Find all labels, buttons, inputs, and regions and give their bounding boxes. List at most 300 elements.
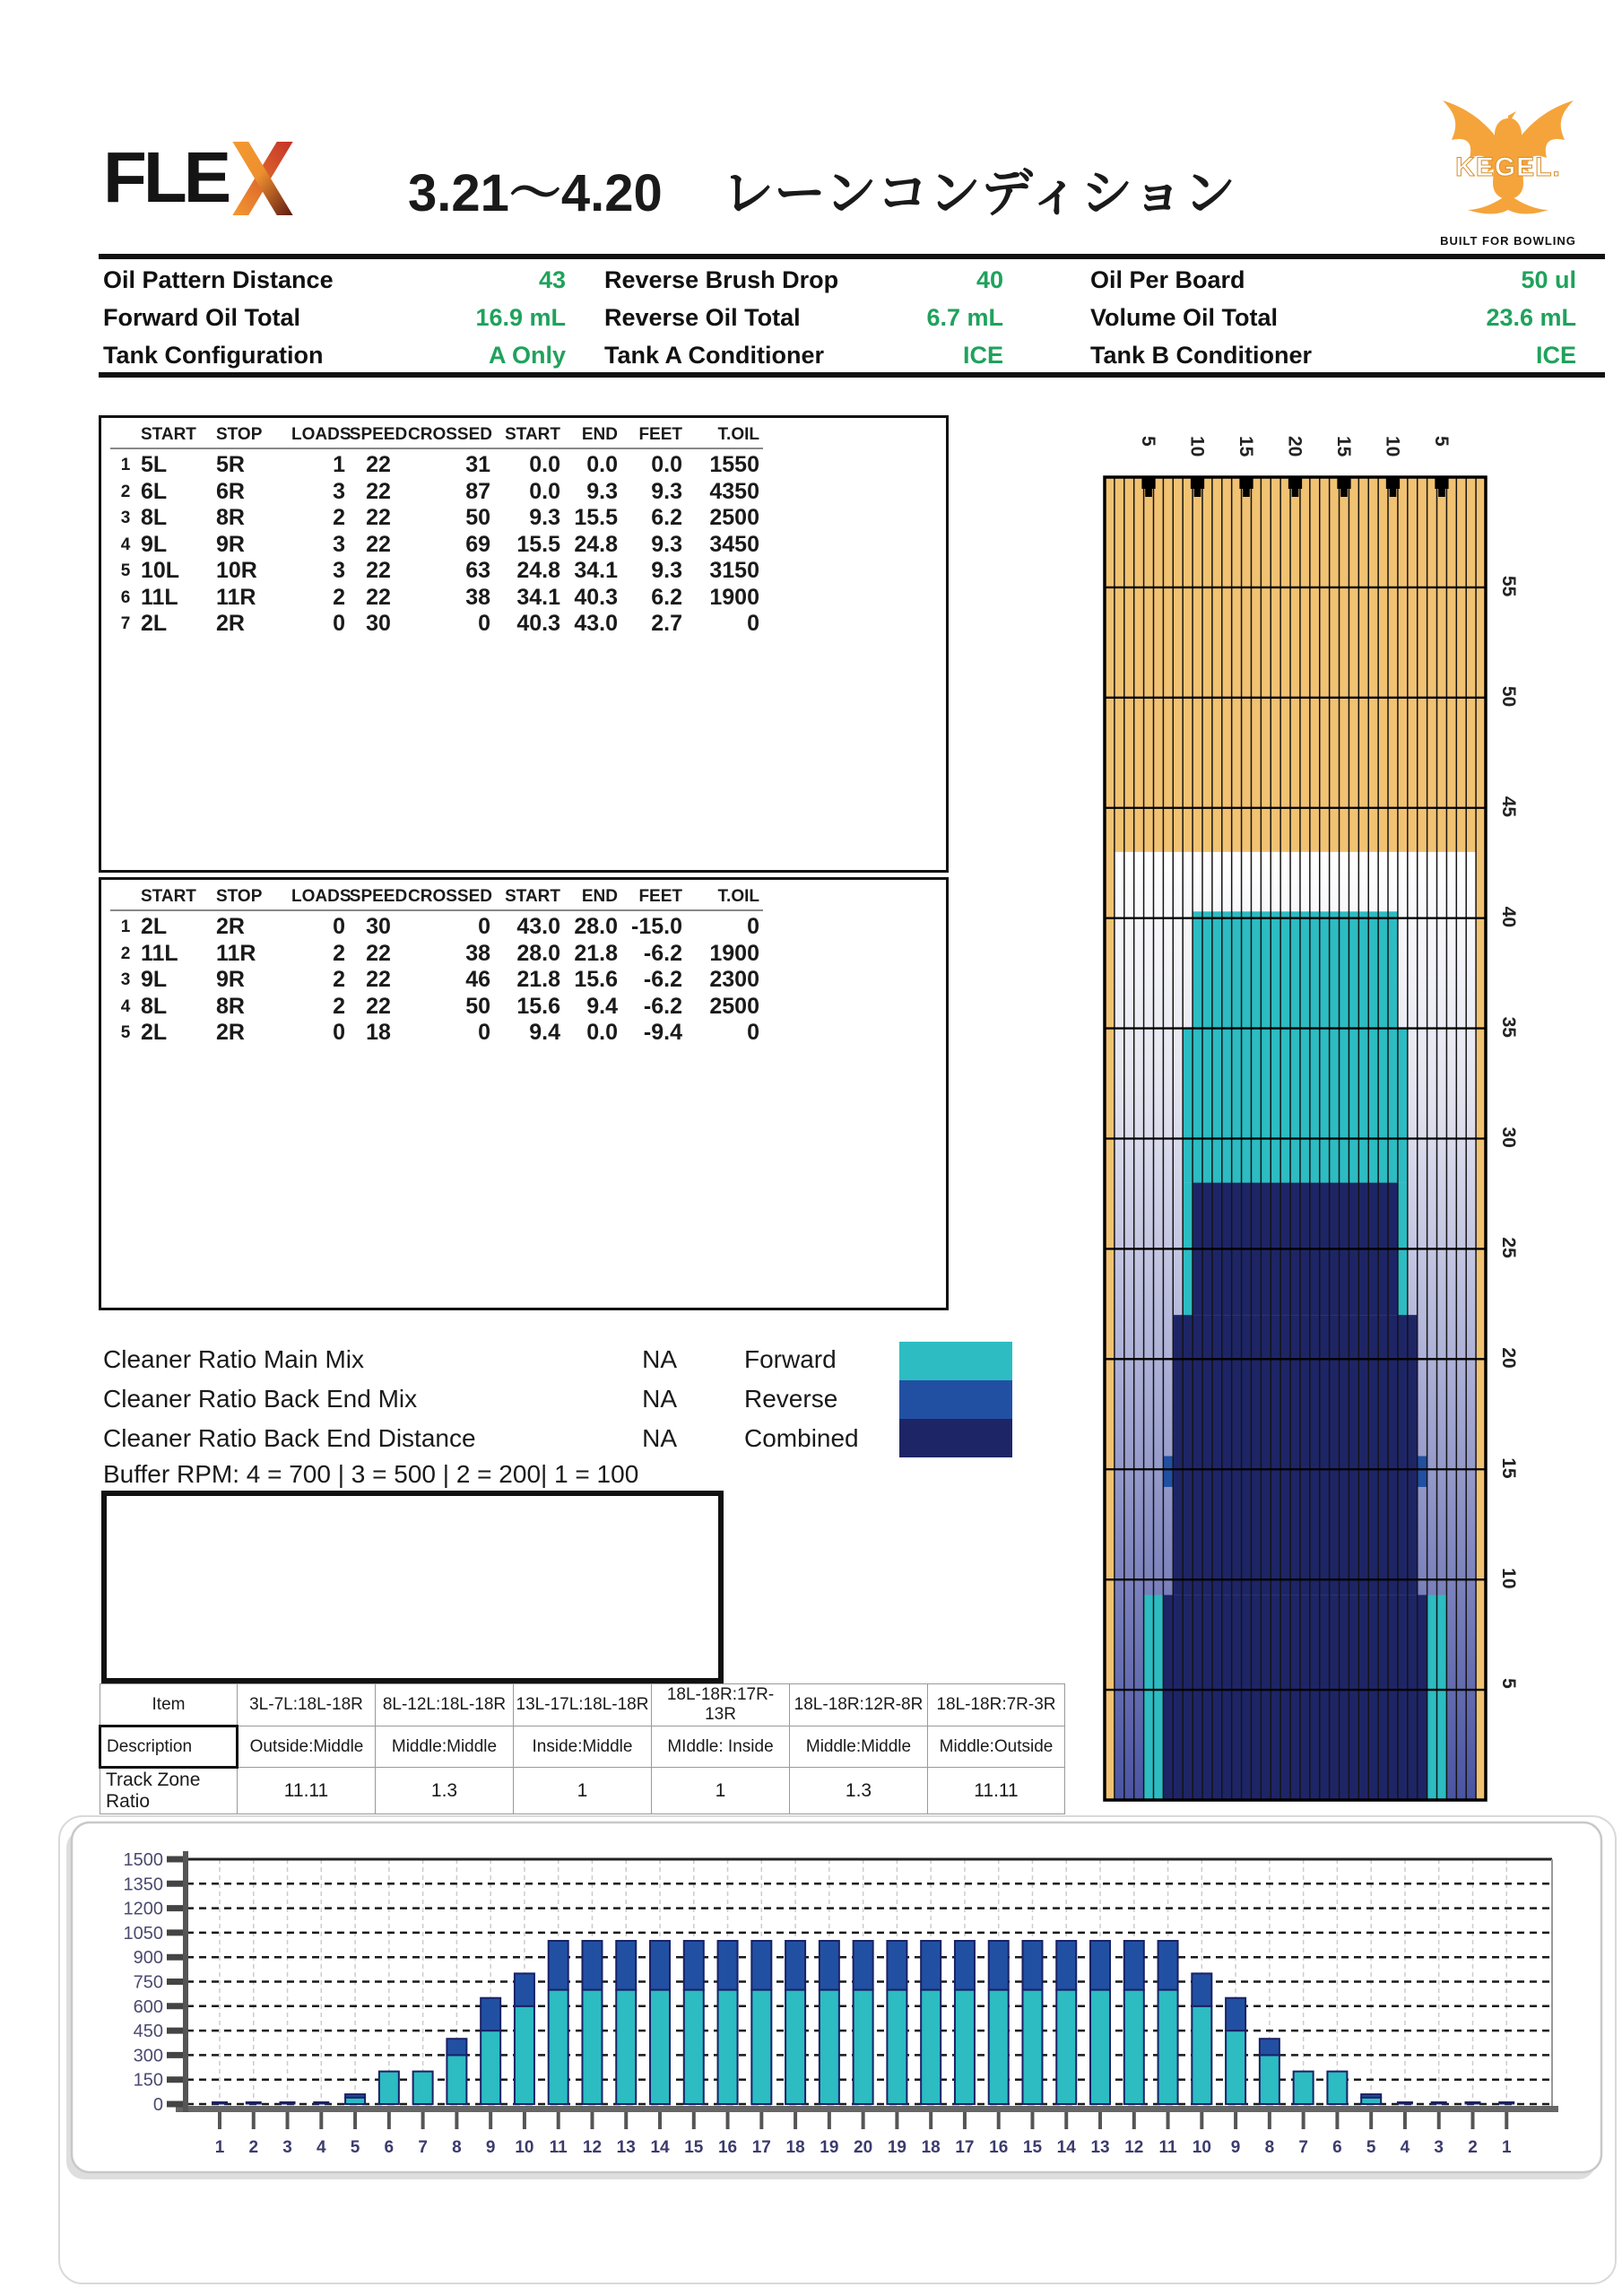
table-cell: 2500: [709, 505, 759, 530]
setting: [103, 266, 566, 294]
table-cell: 18L-18R:7R-3R: [928, 1684, 1065, 1726]
distance-label: 45: [1498, 796, 1519, 818]
table-cell: 18L-18R:12R-8R: [790, 1684, 928, 1726]
table-cell: 3: [120, 970, 131, 989]
table-cell: 1.3: [790, 1768, 928, 1814]
table-cell: 3150: [709, 558, 759, 583]
table-cell: Middle:Outside: [928, 1726, 1065, 1768]
table-cell: 2300: [709, 967, 759, 992]
board-number-label: 19: [887, 2138, 906, 2157]
table-cell: 2: [333, 505, 345, 530]
table-row: [110, 505, 763, 532]
setting-value: 40: [976, 265, 1003, 293]
table-row: [110, 941, 763, 968]
table-cell: 24.8: [516, 558, 560, 583]
board-number-label: 7: [418, 2138, 428, 2157]
table-cell: 0: [333, 914, 345, 939]
table-cell: 5L: [141, 452, 168, 477]
board-axis-label: 20: [1284, 436, 1305, 457]
table-cell: 2: [333, 584, 345, 610]
table-cell: 2R: [216, 914, 245, 939]
cleaner-value: NA: [642, 1424, 677, 1452]
track-zone-ratio-table: [99, 1683, 1065, 1814]
table-cell: 2500: [709, 993, 759, 1019]
table-cell: Track Zone Ratio: [100, 1768, 238, 1814]
table-cell: 5R: [216, 452, 245, 477]
table-cell: 50: [465, 505, 490, 530]
table-cell: 5: [120, 561, 131, 580]
settings-row: [99, 299, 1605, 336]
board-number-label: 10: [515, 2138, 534, 2157]
table-row: [110, 532, 763, 559]
table-cell: 7: [120, 614, 131, 633]
table-row: [110, 585, 763, 612]
table-cell: 10L: [141, 558, 180, 583]
table-cell: 9L: [141, 967, 168, 992]
board-number-label: 3: [282, 2138, 292, 2157]
table-cell: 0.0: [586, 1020, 618, 1045]
table-cell: 43.0: [516, 914, 560, 939]
setting-value: 50 ul: [1521, 265, 1576, 293]
table-cell: 0: [333, 611, 345, 636]
table-cell: 21.8: [516, 967, 560, 992]
board-number-label: 2: [248, 2138, 259, 2157]
settings-row: [99, 261, 1605, 299]
board-number-label: 8: [1264, 2138, 1275, 2157]
board-number-label: 18: [921, 2138, 941, 2157]
table-cell: 38: [465, 940, 490, 966]
table-cell: 9.3: [651, 558, 682, 583]
title-japanese: レーンコンディション: [722, 164, 1236, 222]
table-cell: 87: [465, 478, 490, 504]
cleaner-row: [103, 1340, 677, 1379]
legend-swatch-combined: [899, 1419, 1012, 1457]
y-axis-label: 0: [152, 2095, 163, 2115]
board-number-label: 9: [1230, 2138, 1241, 2157]
table-cell: 2: [333, 940, 345, 966]
board-number-label: 16: [717, 2138, 738, 2157]
buffer-rpm-note: Buffer RPM: 4 = 700 | 3 = 500 | 2 = 200| 1 = 100: [103, 1460, 639, 1488]
table-cell: 1: [120, 456, 131, 474]
distance-label: 50: [1498, 685, 1519, 708]
flex-logo-text: FLE: [103, 137, 229, 217]
y-axis-label: 1200: [123, 1899, 163, 1919]
table-row: [110, 1020, 763, 1047]
board-number-label: 5: [1366, 2138, 1376, 2157]
table-cell: 40.3: [516, 611, 560, 636]
table-cell: 11.11: [928, 1768, 1065, 1814]
table-cell: 2L: [141, 611, 168, 636]
table-cell: 0: [747, 914, 759, 939]
table-cell: 22: [366, 584, 391, 610]
table-cell: 10R: [216, 558, 257, 583]
col-header: START: [141, 425, 196, 444]
table-cell: -9.4: [643, 1020, 682, 1045]
table-cell: 4: [120, 535, 131, 554]
setting-value: ICE: [962, 341, 1003, 369]
table-cell: 1: [652, 1768, 790, 1814]
table-cell: 0: [478, 914, 490, 939]
setting-value: 16.9 mL: [475, 303, 566, 331]
y-axis-label: 750: [133, 1972, 163, 1993]
table-cell: 9L: [141, 531, 168, 557]
col-header: T.OIL: [717, 887, 759, 906]
table-cell: 2R: [216, 1020, 245, 1045]
table-row: [110, 994, 763, 1021]
distance-label: 40: [1498, 906, 1519, 928]
table-cell: 15.5: [516, 531, 560, 557]
table-cell: 22: [366, 478, 391, 504]
cleaner-value: NA: [642, 1345, 677, 1373]
col-header: [110, 887, 141, 907]
setting: [1090, 342, 1576, 370]
table-cell: 18L-18R:17R-13R: [652, 1684, 790, 1726]
board-number-label: 13: [1090, 2138, 1110, 2157]
board-number-label: 16: [989, 2138, 1009, 2157]
table-cell: 0.0: [651, 452, 682, 477]
table-cell: Item: [100, 1684, 238, 1726]
board-number-label: 14: [1056, 2138, 1076, 2157]
setting-value: 43: [538, 265, 566, 293]
table-cell: 0.0: [586, 452, 618, 477]
setting-value: 6.7 mL: [926, 303, 1003, 331]
table-cell: 3L-7L:18L-18R: [238, 1684, 376, 1726]
table-cell: 69: [465, 531, 490, 557]
col-header: STOP: [216, 425, 263, 444]
setting: [103, 342, 566, 370]
col-header: FEET: [638, 425, 682, 444]
table-cell: 11L: [141, 584, 178, 610]
board-number-label: 10: [1192, 2138, 1211, 2157]
table-row: [110, 611, 763, 638]
oil-volume-chart: [49, 1807, 1622, 2296]
table-cell: 38: [465, 584, 490, 610]
board-number-label: 17: [955, 2138, 975, 2157]
table-cell: 9.3: [529, 505, 560, 530]
table-cell: 3450: [709, 531, 759, 557]
table-cell: 0.0: [529, 478, 560, 504]
table-cell: 11.11: [238, 1768, 376, 1814]
setting: [1090, 304, 1576, 332]
table-cell: 8L-12L:18L-18R: [376, 1684, 514, 1726]
setting-value: 23.6 mL: [1486, 303, 1576, 331]
legend-swatch-forward: [899, 1342, 1012, 1380]
setting: [604, 266, 1003, 294]
board-number-label: 6: [384, 2138, 395, 2157]
board-axis-label: 10: [1186, 436, 1208, 457]
y-axis-label: 1500: [123, 1850, 163, 1870]
setting-label: Oil Pattern Distance: [103, 265, 334, 293]
board-number-label: 15: [684, 2138, 704, 2157]
setting-label: Tank Configuration: [103, 341, 324, 369]
table-cell: 1900: [709, 940, 759, 966]
table-cell: 22: [366, 558, 391, 583]
table-cell: 1550: [709, 452, 759, 477]
distance-label: 55: [1498, 575, 1519, 597]
table-cell: 11R: [216, 584, 256, 610]
setting: [604, 342, 1003, 370]
table-cell: Description: [100, 1726, 238, 1768]
table-cell: 0: [478, 1020, 490, 1045]
col-header: END: [581, 425, 618, 444]
setting-label: Forward Oil Total: [103, 303, 301, 331]
col-header: START: [505, 887, 560, 906]
table-cell: 34.1: [516, 584, 560, 610]
y-axis-label: 300: [133, 2046, 163, 2066]
board-axis-label: 15: [1332, 436, 1354, 457]
table-cell: 46: [465, 967, 490, 992]
board-number-label: 7: [1298, 2138, 1308, 2157]
table-row: [110, 452, 763, 479]
table-cell: 8R: [216, 993, 245, 1019]
board-number-label: 5: [350, 2138, 360, 2157]
board-axis-label: 10: [1382, 436, 1403, 457]
table-cell: 1: [514, 1768, 652, 1814]
legend-label-combined: Combined: [744, 1424, 859, 1452]
col-header: SPEED: [349, 887, 408, 906]
table-cell: 2R: [216, 611, 245, 636]
table-cell: -6.2: [643, 940, 682, 966]
board-number-label: 1: [1501, 2138, 1512, 2157]
distance-label: 15: [1498, 1457, 1519, 1479]
board-axis-label: 15: [1236, 436, 1257, 457]
table-cell: 3: [333, 531, 345, 557]
table-cell: 30: [366, 914, 391, 939]
table-cell: 13L-17L:18L-18R: [514, 1684, 652, 1726]
setting: [604, 304, 1003, 332]
col-header: SPEED: [349, 425, 408, 444]
col-header: CROSSED: [408, 425, 492, 444]
table-cell: 30: [366, 611, 391, 636]
cleaner-row: [103, 1379, 677, 1419]
board-number-label: 8: [452, 2138, 462, 2157]
notes-box: [101, 1491, 724, 1683]
y-axis-label: 900: [133, 1948, 163, 1969]
distance-label: 5: [1498, 1678, 1519, 1689]
col-header: CROSSED: [408, 887, 492, 906]
table-cell: Outside:Middle: [238, 1726, 376, 1768]
board-number-label: 20: [854, 2138, 873, 2157]
table-cell: 0: [747, 1020, 759, 1045]
board-number-label: 4: [1400, 2138, 1410, 2157]
legend-label-reverse: Reverse: [744, 1385, 838, 1413]
oil-color-legend: [899, 1342, 1012, 1457]
table-cell: 9.3: [651, 478, 682, 504]
table-row: [110, 914, 763, 941]
kegel-wordmark: KEGEL.: [1455, 152, 1561, 182]
distance-label: 20: [1498, 1347, 1519, 1369]
setting-label: Oil Per Board: [1090, 265, 1245, 293]
board-number-label: 9: [485, 2138, 496, 2157]
table-cell: 2: [120, 482, 131, 501]
setting-label: Tank A Conditioner: [604, 341, 824, 369]
table-cell: 22: [366, 940, 391, 966]
table-cell: 1.3: [376, 1768, 514, 1814]
table-cell: 1: [120, 918, 131, 936]
board-number-label: 17: [751, 2138, 771, 2157]
setting: [1090, 266, 1576, 294]
table-cell: 50: [465, 993, 490, 1019]
table-cell: 3: [120, 509, 131, 527]
table-cell: 21.8: [574, 940, 618, 966]
table-cell: 40.3: [574, 584, 618, 610]
board-number-label: 14: [650, 2138, 670, 2157]
reverse-loads-table: [99, 877, 949, 1310]
table-cell: 9.3: [651, 531, 682, 557]
setting-label: Volume Oil Total: [1090, 303, 1279, 331]
table-cell: 6L: [141, 478, 168, 504]
board-number-label: 12: [582, 2138, 603, 2157]
table-row: [110, 558, 763, 585]
title-date: 3.21～4.20: [408, 164, 663, 222]
distance-label: 10: [1498, 1568, 1519, 1589]
table-cell: 24.8: [574, 531, 618, 557]
table-cell: 22: [366, 967, 391, 992]
table-cell: -15.0: [631, 914, 682, 939]
table-cell: -6.2: [643, 993, 682, 1019]
y-axis-label: 150: [133, 2070, 163, 2091]
board-number-label: 13: [616, 2138, 636, 2157]
table-cell: 34.1: [574, 558, 618, 583]
kegel-eagle-icon: [1432, 93, 1584, 228]
table-cell: 2L: [141, 914, 168, 939]
cleaner-label: Cleaner Ratio Back End Mix: [103, 1385, 418, 1413]
table-cell: 6R: [216, 478, 245, 504]
table-cell: 8L: [141, 505, 168, 530]
distance-label: 35: [1498, 1016, 1519, 1038]
y-axis-label: 1050: [123, 1923, 163, 1944]
cleaner-row: [103, 1419, 677, 1458]
board-number-label: 6: [1332, 2138, 1342, 2157]
table-cell: 2L: [141, 1020, 168, 1045]
col-header: START: [505, 425, 560, 444]
board-number-label: 11: [549, 2138, 568, 2157]
table-cell: 28.0: [574, 914, 618, 939]
table-cell: 8R: [216, 505, 245, 530]
table-cell: 2: [333, 993, 345, 1019]
col-header: START: [141, 887, 196, 906]
table-cell: 2.7: [651, 611, 682, 636]
cleaner-value: NA: [642, 1385, 677, 1413]
table-cell: 2: [333, 967, 345, 992]
table-cell: 15.6: [516, 993, 560, 1019]
flex-logo: [103, 137, 294, 217]
table-cell: Middle:Middle: [790, 1726, 928, 1768]
setting: [103, 304, 566, 332]
table-cell: 9.3: [586, 478, 618, 504]
table-cell: 22: [366, 505, 391, 530]
board-number-label: 3: [1434, 2138, 1444, 2157]
board-number-label: 19: [820, 2138, 839, 2157]
distance-label: 25: [1498, 1237, 1519, 1258]
board-number-label: 2: [1468, 2138, 1478, 2157]
table-row: [110, 479, 763, 506]
machine-settings-table: [99, 254, 1605, 378]
flex-x-icon: [231, 142, 294, 215]
col-header: LOADS: [291, 887, 351, 906]
table-cell: 6: [120, 587, 131, 607]
col-header: STOP: [216, 887, 263, 906]
table-cell: 0: [747, 611, 759, 636]
forward-loads-table: [99, 415, 949, 873]
col-header: FEET: [638, 887, 682, 906]
y-axis-label: 450: [133, 2022, 163, 2042]
table-cell: 5: [120, 1023, 131, 1042]
board-number-label: 4: [317, 2138, 326, 2157]
table-cell: 4350: [709, 478, 759, 504]
setting-label: Tank B Conditioner: [1090, 341, 1312, 369]
col-header: [110, 425, 141, 445]
kegel-logo: [1427, 93, 1589, 248]
table-cell: 0: [478, 611, 490, 636]
table-cell: 9R: [216, 531, 245, 557]
track-header-row: [100, 1684, 1065, 1726]
y-axis-label: 600: [133, 1996, 163, 2017]
table-cell: MIddle: Inside: [652, 1726, 790, 1768]
kegel-tagline: BUILT FOR BOWLING: [1440, 234, 1576, 248]
cleaner-label: Cleaner Ratio Back End Distance: [103, 1424, 476, 1452]
table-cell: 43.0: [574, 611, 618, 636]
col-header: T.OIL: [717, 425, 759, 444]
settings-row: [99, 336, 1605, 374]
table-cell: 9R: [216, 967, 245, 992]
col-header: END: [581, 887, 618, 906]
table-cell: 1: [333, 452, 345, 477]
setting-label: Reverse Brush Drop: [604, 265, 839, 293]
board-number-label: 11: [1158, 2138, 1177, 2157]
board-axis-label: 5: [1430, 436, 1452, 447]
table-cell: 1900: [709, 584, 759, 610]
setting-value: A Only: [488, 341, 566, 369]
y-axis-label: 1350: [123, 1874, 163, 1895]
table-cell: 18: [366, 1020, 391, 1045]
setting-label: Reverse Oil Total: [604, 303, 801, 331]
table-cell: 4: [120, 996, 131, 1016]
table-cell: 6.2: [651, 505, 682, 530]
table-cell: 22: [366, 452, 391, 477]
board-number-label: 1: [214, 2138, 225, 2157]
table-cell: 22: [366, 531, 391, 557]
setting-value: ICE: [1535, 341, 1576, 369]
board-number-label: 15: [1022, 2138, 1043, 2157]
table-cell: 9.4: [529, 1020, 560, 1045]
table-cell: 22: [366, 993, 391, 1019]
table-cell: 3: [333, 478, 345, 504]
table-cell: Inside:Middle: [514, 1726, 652, 1768]
table-cell: 11L: [141, 940, 178, 966]
board-axis-label: 5: [1138, 436, 1159, 447]
table-cell: 15.6: [574, 967, 618, 992]
table-cell: 28.0: [516, 940, 560, 966]
table-row: [110, 967, 763, 994]
table-cell: 11R: [216, 940, 256, 966]
distance-label: 30: [1498, 1126, 1519, 1148]
table-cell: 63: [465, 558, 490, 583]
col-header: LOADS: [291, 425, 351, 444]
board-number-label: 18: [785, 2138, 805, 2157]
table-cell: -6.2: [643, 967, 682, 992]
table-cell: 0: [333, 1020, 345, 1045]
legend-label-forward: Forward: [744, 1345, 837, 1373]
table-cell: Middle:Middle: [376, 1726, 514, 1768]
legend-swatch-reverse: [899, 1380, 1012, 1419]
track-description-row: [100, 1726, 1065, 1768]
table-cell: 15.5: [574, 505, 618, 530]
board-number-label: 12: [1124, 2138, 1144, 2157]
table-cell: 31: [465, 452, 490, 477]
lane-pattern-graphic: [1071, 408, 1583, 1825]
table-cell: 3: [333, 558, 345, 583]
